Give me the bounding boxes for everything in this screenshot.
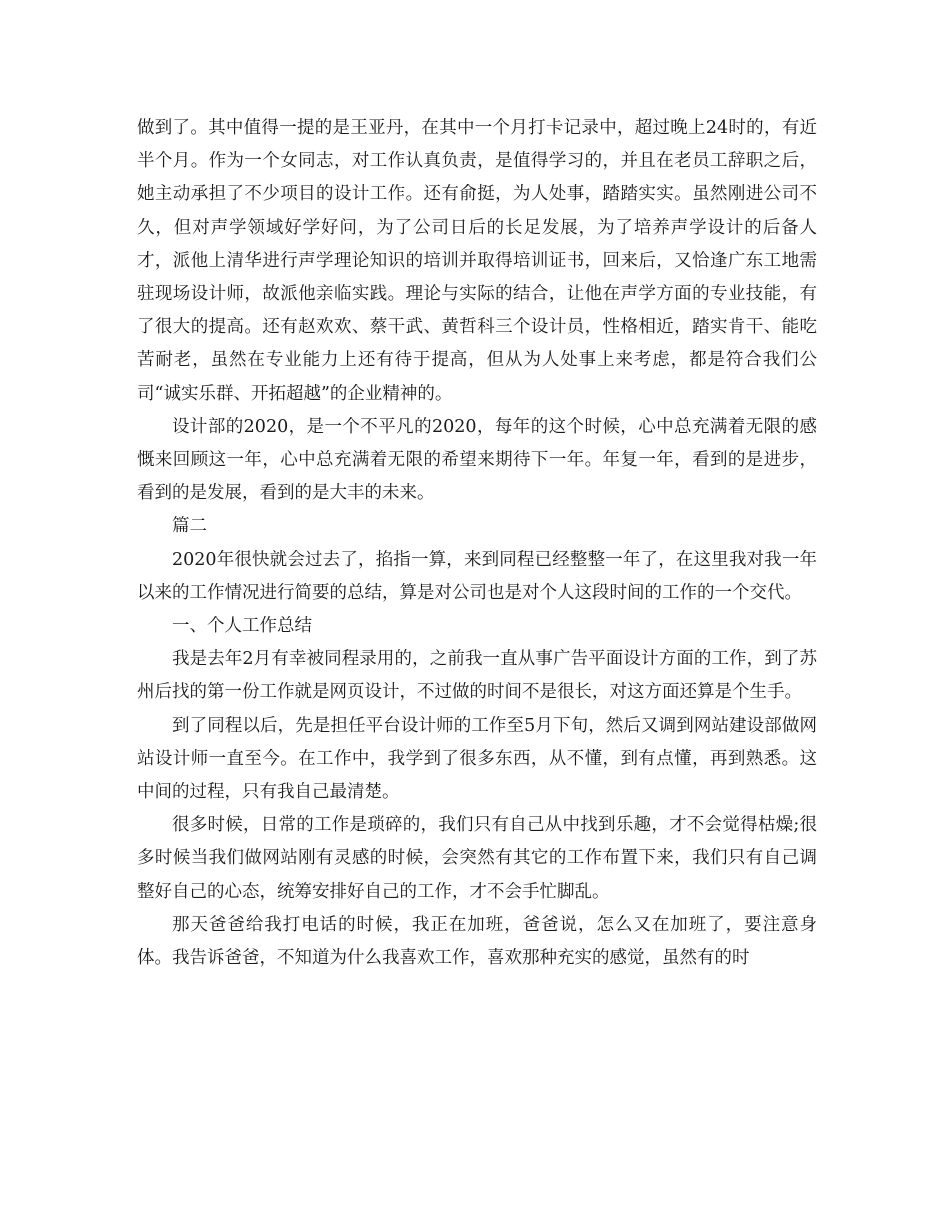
section-heading-personal-summary: 一、个人工作总结: [172, 616, 312, 637]
paragraph-4: 2020年很快就会过去了，掐指一算，来到同程已经整整一年了，在这里我对我一年以来的工作情况进行简要的总结，算是对公司也是对个人这段时间的工作的一个交代。: [137, 549, 817, 603]
paragraph-7: 到了同程以后，先是担任平台设计师的工作至5月下旬，然后又调到网站建设部做网站设计师一直至今。在工作中，我学到了很多东西，从不懂，到有点懂，再到熟悉。这中间的过程，只有我自己最清楚。: [137, 715, 817, 803]
paragraph-9: 那天爸爸给我打电话的时候，我正在加班，爸爸说，怎么又在加班了，要注意身体。我告诉爸爸，不知道为什么我喜欢工作，喜欢那种充实的感觉，虽然有的时: [137, 914, 817, 969]
paragraph-6: 我是去年2月有幸被同程录用的，之前我一直从事广告平面设计方面的工作，到了苏州后找的第一份工作就是网页设计，不过做的时间不是很长，对这方面还算是个生手。: [137, 649, 817, 703]
paragraph-1: 做到了。其中值得一提的是王亚丹，在其中一个月打卡记录中，超过晚上24时的，有近半个月。作为一个女同志，对工作认真负责，是值得学习的，并且在老员工辞职之后，她主动承担了不少项目的设计工作。还有俞挺，为人处事，踏踏实实。虽然刚进公司不久，但对声学领域好学好问，为了公司日后的长足发展，为了培养声学设计的后备人才，派他上清华进行声学理论知识的培训并取得培训证书，回来后，又恰逢广东工地需驻现场设计师，故派他亲临实践。理论与实际的结合，让他在声学方面的专业技能，有了很大的提高。还有赵欢欢、蔡干武、黄哲科三个设计员，性格相近，踏实肯干、能吃苦耐老，虽然在专业能力上还有待于提高，但从为人处事上来考虑，都是符合我们公司“诚实乐群、开拓超越”的企业精神的。: [137, 118, 817, 404]
document-body: [137, 112, 817, 975]
paragraph-2: 设计部的2020，是一个不平凡的2020，每年的这个时候，心中总充满着无限的感慨来回顾这一年，心中总充满着无限的希望来期待下一年。年复一年，看到的是进步，看到的是发展，看到的是大丰的未来。: [137, 416, 817, 504]
section-heading-part-two: 篇二: [172, 516, 207, 537]
paragraph-8: 很多时候，日常的工作是琐碎的，我们只有自己从中找到乐趣，才不会觉得枯燥;很多时候当我们做网站刚有灵感的时候，会突然有其它的工作布置下来，我们只有自己调整好自己的心态，统筹安排好自己的工作，才不会手忙脚乱。: [137, 815, 817, 902]
